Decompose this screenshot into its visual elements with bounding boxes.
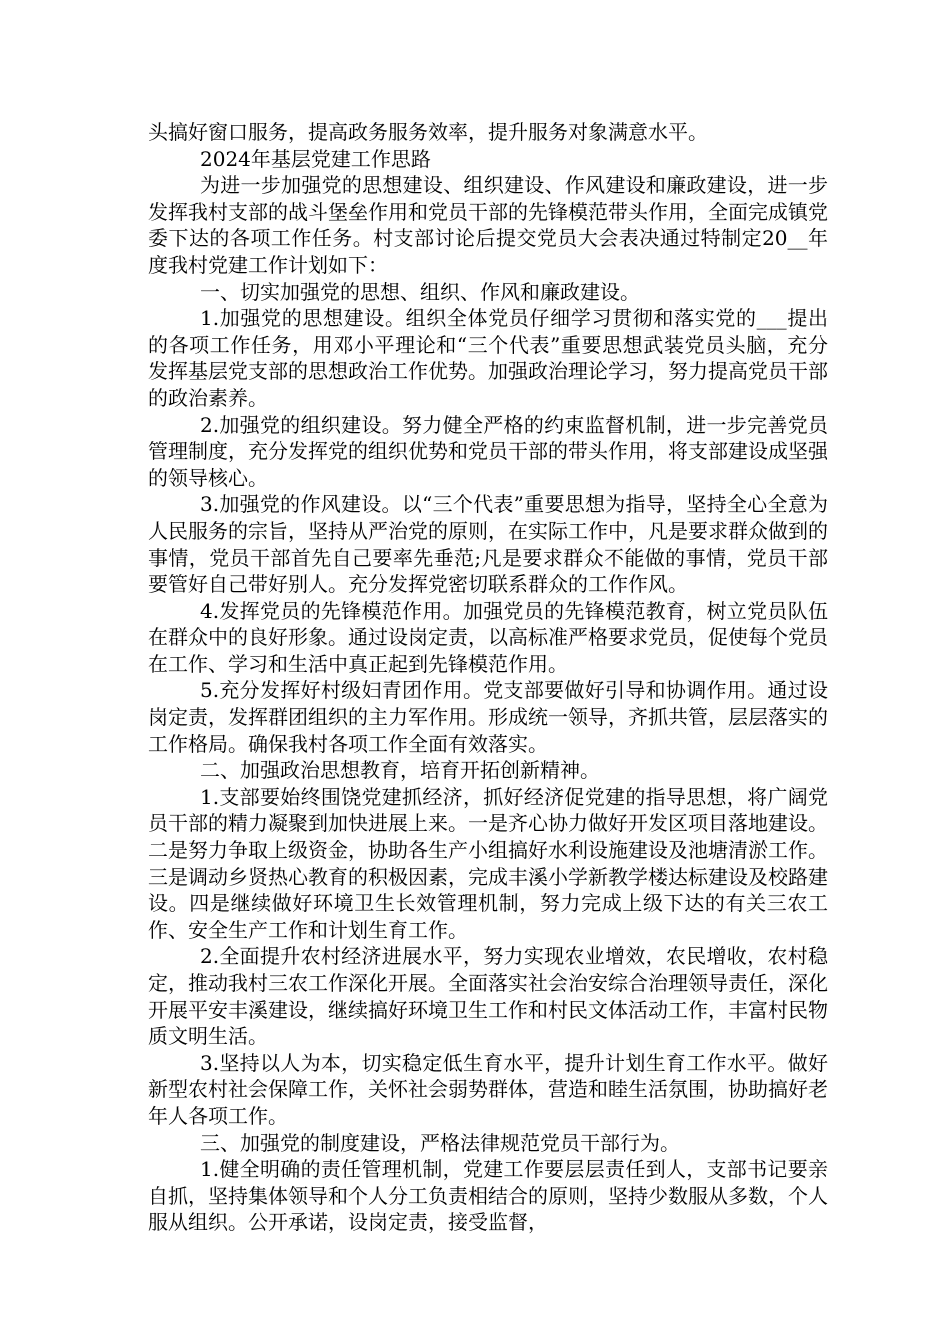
paragraph-2-3: 3.坚持以人为本，切实稳定低生育水平，提升计划生育工作水平。做好新型农村社会保障工作，关怀社会弱势群体，营造和睦生活氛围，协助搞好老年人各项工作。: [148, 1050, 828, 1128]
paragraph-1-5: 5.充分发挥好村级妇青团作用。党支部要做好引导和协调作用。通过设岗定责，发挥群团组织的主力军作用。形成统一领导，齐抓共管，层层落实的工作格局。确保我村各项工作全面有效落实。: [148, 678, 828, 756]
section-heading-1: 一、切实加强党的思想、组织、作风和廉政建设。: [200, 279, 640, 304]
paragraph-1-1: 1.加强党的思想建设。组织全体党员仔细学习贯彻和落实党的___提出的各项工作任务，用邓小平理论和“三个代表”重要思想武装党员头脑，充分发挥基层党支部的思想政治工作优势。加强政治理论学习，努力提高党员干部的政治素养。: [148, 306, 828, 410]
paragraph-2-1: 1.支部要始终围饶党建抓经济，抓好经济促党建的指导思想，将广阔党员干部的精力凝聚到加快进展上来。一是齐心协力做好开发区项目落地建设。二是努力争取上级资金，协助各生产小组搞好水利设施建设及池塘清淤工作。三是调动乡贤热心教育的积极因素，完成丰溪小学新教学楼达标建设及校路建设。四是继续做好环境卫生长效管理机制，努力完成上级下达的有关三农工作、安全生产工作和计划生育工作。: [148, 784, 828, 942]
paragraph-1-2: 2.加强党的组织建设。努力健全严格的约束监督机制，进一步完善党员管理制度，充分发挥党的组织优势和党员干部的带头作用，将支部建设成坚强的领导核心。: [148, 412, 828, 490]
section-heading-3: 三、加强党的制度建设，严格法律规范党员干部行为。: [200, 1130, 680, 1155]
document-title: 2024年基层党建工作思路: [200, 146, 431, 171]
section-heading-2: 二、加强政治思想教育，培育开拓创新精神。: [200, 758, 600, 783]
paragraph-intro: 为进一步加强党的思想建设、组织建设、作风建设和廉政建设，进一步发挥我村支部的战斗堡垒作用和党员干部的先锋模范带头作用，全面完成镇党委下达的各项工作任务。村支部讨论后提交党员大会表决通过特制定20__年度我村党建工作计划如下：: [148, 173, 828, 277]
paragraph-1-4: 4.发挥党员的先锋模范作用。加强党员的先锋模范教育，树立党员队伍在群众中的良好形象。通过设岗定责，以高标准严格要求党员，促使每个党员在工作、学习和生活中真正起到先锋模范作用。: [148, 598, 828, 676]
paragraph-3-1: 1.健全明确的责任管理机制，党建工作要层层责任到人，支部书记要亲自抓，坚持集体领导和个人分工负责相结合的原则，坚持少数服从多数，个人服从组织。公开承诺，设岗定责，接受监督，: [148, 1157, 828, 1235]
paragraph-1-3: 3.加强党的作风建设。以“三个代表”重要思想为指导，坚持全心全意为人民服务的宗旨，坚持从严治党的原则，在实际工作中，凡是要求群众做到的事情，党员干部首先自己要率先垂范;凡是要求群众不能做的事情，党员干部要管好自己带好别人。充分发挥党密切联系群众的工作作风。: [148, 492, 828, 597]
paragraph-continuation: 头搞好窗口服务，提高政务服务效率，提升服务对象满意水平。: [148, 120, 708, 144]
document-body: [148, 119, 828, 1236]
paragraph-2-2: 2.全面提升农村经济进展水平，努力实现农业增效，农民增收，农村稳定，推动我村三农工作深化开展。全面落实社会治安综合治理领导责任，深化开展平安丰溪建设，继续搞好环境卫生工作和村民文体活动工作，丰富村民物质文明生活。: [148, 944, 828, 1049]
